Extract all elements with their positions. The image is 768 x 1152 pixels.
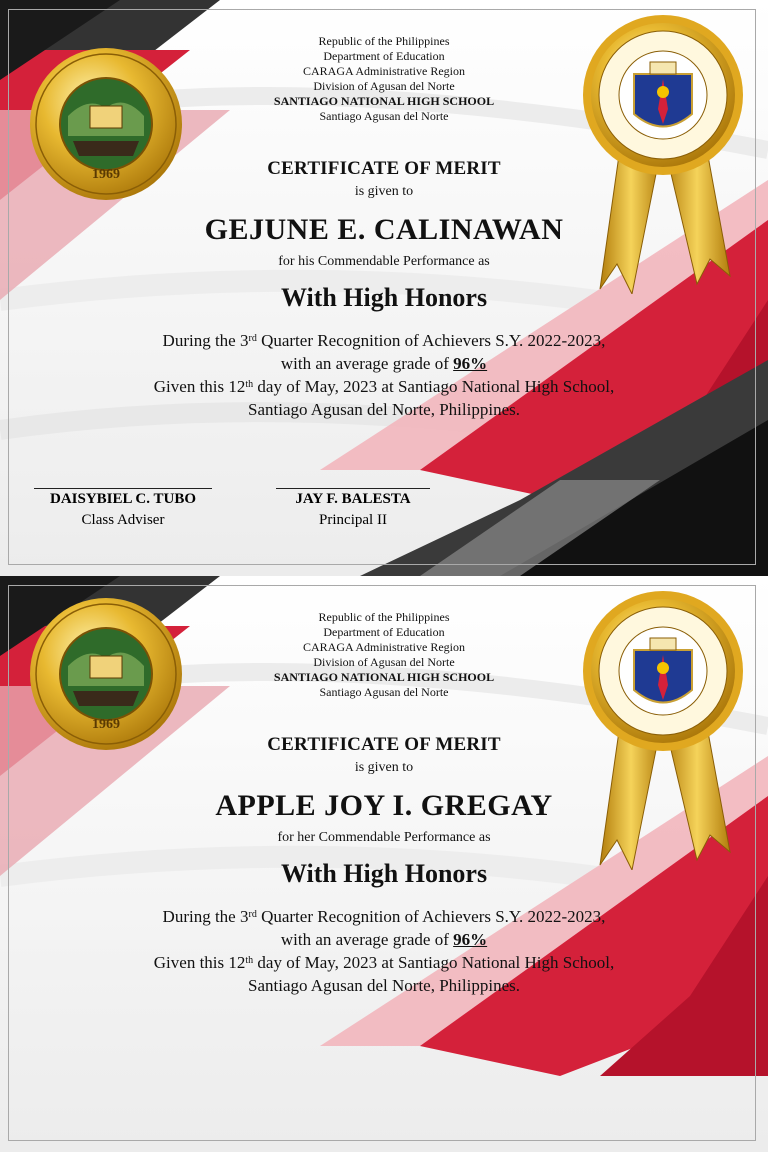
principal-name: JAY F. BALESTA (295, 491, 411, 507)
given-to-text: is given to (354, 760, 414, 775)
body-line-grade: with an average grade of 96% (280, 354, 488, 373)
body-line-place: Santiago Agusan del Norte, Philippines. (248, 400, 520, 419)
average-grade: 96% (453, 930, 488, 949)
body-line-date: Given this 12th day of May, 2023 at Santiago National High School, (153, 953, 615, 972)
certificate-2 (0, 576, 768, 1152)
school-seal-year: 1969 (92, 717, 120, 732)
certificate-title: CERTIFICATE OF MERIT (267, 734, 501, 755)
body-line-grade: with an average grade of 96% (280, 930, 488, 949)
average-grade: 96% (453, 354, 488, 373)
header-department: Department of Education (323, 49, 445, 63)
award-title: With High Honors (280, 283, 488, 312)
school-seal-year: 1969 (92, 167, 120, 182)
recipient-name: GEJUNE E. CALINAWAN (204, 213, 564, 246)
performance-text: for his Commendable Performance as (278, 254, 490, 269)
header-address: Santiago Agusan del Norte (319, 685, 449, 699)
header-region: CARAGA Administrative Region (303, 640, 465, 654)
body-line-quarter: During the 3rd Quarter Recognition of Achievers S.Y. 2022-2023, (162, 331, 606, 350)
body-line-place: Santiago Agusan del Norte, Philippines. (248, 976, 520, 995)
principal-title: Principal II (319, 512, 387, 528)
given-to-text: is given to (354, 184, 414, 199)
header-republic: Republic of the Philippines (318, 610, 450, 624)
header-division: Division of Agusan del Norte (313, 79, 455, 93)
recipient-name: APPLE JOY I. GREGAY (215, 789, 553, 822)
body-line-quarter: During the 3rd Quarter Recognition of Achievers S.Y. 2022-2023, (162, 907, 606, 926)
signatory-principal (276, 488, 430, 529)
header-school: SANTIAGO NATIONAL HIGH SCHOOL (273, 94, 495, 108)
certificate-title: CERTIFICATE OF MERIT (267, 158, 501, 179)
header-division: Division of Agusan del Norte (313, 655, 455, 669)
award-title: With High Honors (280, 859, 488, 888)
body-line-date: Given this 12th day of May, 2023 at Santiago National High School, (153, 377, 615, 396)
header-region: CARAGA Administrative Region (303, 64, 465, 78)
signatory-adviser (34, 488, 212, 529)
header-school: SANTIAGO NATIONAL HIGH SCHOOL (273, 670, 495, 684)
signature-line (276, 488, 430, 489)
header-address: Santiago Agusan del Norte (319, 109, 449, 123)
adviser-title: Class Adviser (81, 512, 165, 528)
signature-line (34, 488, 212, 489)
header-department: Department of Education (323, 625, 445, 639)
header-republic: Republic of the Philippines (318, 34, 450, 48)
adviser-name: DAISYBIEL C. TUBO (49, 491, 197, 507)
performance-text: for her Commendable Performance as (277, 830, 491, 845)
